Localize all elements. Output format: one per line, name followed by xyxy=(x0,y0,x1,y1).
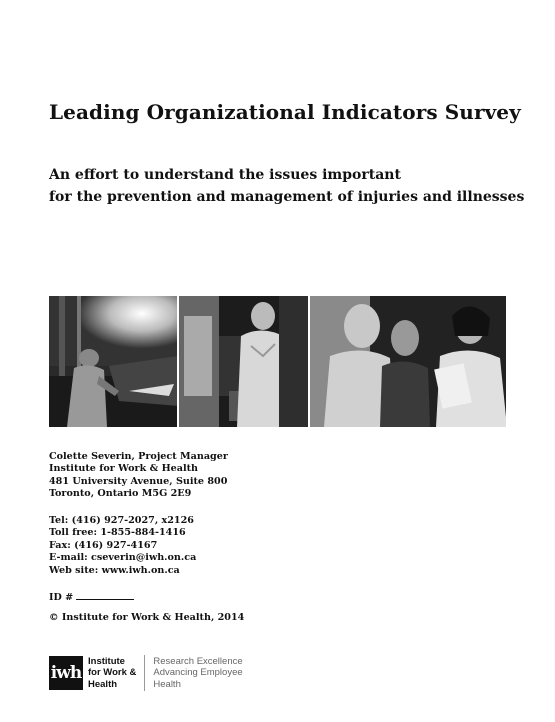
logo-name-line-1: Institute xyxy=(88,655,125,667)
subtitle-line-2: for the prevention and management of injuries and illnesses xyxy=(49,189,525,205)
logo-name-line-3: Health xyxy=(88,678,118,690)
photo-strip xyxy=(49,296,506,427)
id-field xyxy=(49,590,134,603)
logo-org-name xyxy=(88,656,136,691)
contact-block xyxy=(49,451,228,501)
logo-tagline-line-3: Health xyxy=(153,678,181,690)
logo-name-line-2: for Work & xyxy=(88,667,137,679)
foundry-worker-photo xyxy=(49,296,177,427)
page-subtitle xyxy=(49,164,524,208)
id-label: ID # xyxy=(49,592,74,603)
subtitle-line-1: An effort to understand the issues important xyxy=(49,167,401,183)
logo-divider xyxy=(144,655,145,691)
contact-org: Institute for Work & Health xyxy=(49,463,199,475)
contact-address-1: 481 University Avenue, Suite 800 xyxy=(49,475,228,487)
logo-tagline-line-2: Advancing Employee xyxy=(153,667,243,679)
phone-block xyxy=(49,515,196,577)
team-meeting-photo xyxy=(310,296,506,427)
contact-address-2: Toronto, Ontario M5G 2E9 xyxy=(49,488,192,500)
id-blank xyxy=(76,590,134,600)
page-title: Leading Organizational Indicators Survey xyxy=(49,100,521,124)
logo-tagline-line-1: Research Excellence xyxy=(153,655,243,667)
website-link[interactable]: Web site: www.iwh.on.ca xyxy=(49,564,180,576)
copyright: © Institute for Work & Health, 2014 xyxy=(49,612,245,623)
lab-worker-photo xyxy=(179,296,307,427)
iwh-logo-mark: iwh xyxy=(49,656,83,690)
logo-tagline xyxy=(153,656,242,691)
email-link[interactable]: E-mail: cseverin@iwh.on.ca xyxy=(49,552,197,564)
iwh-logo xyxy=(49,655,243,691)
toll-free: Toll free: 1-855-884-1416 xyxy=(49,527,186,539)
fax: Fax: (416) 927-4167 xyxy=(49,539,158,551)
telephone: Tel: (416) 927-2027, x2126 xyxy=(49,515,194,526)
contact-name: Colette Severin, Project Manager xyxy=(49,451,228,462)
